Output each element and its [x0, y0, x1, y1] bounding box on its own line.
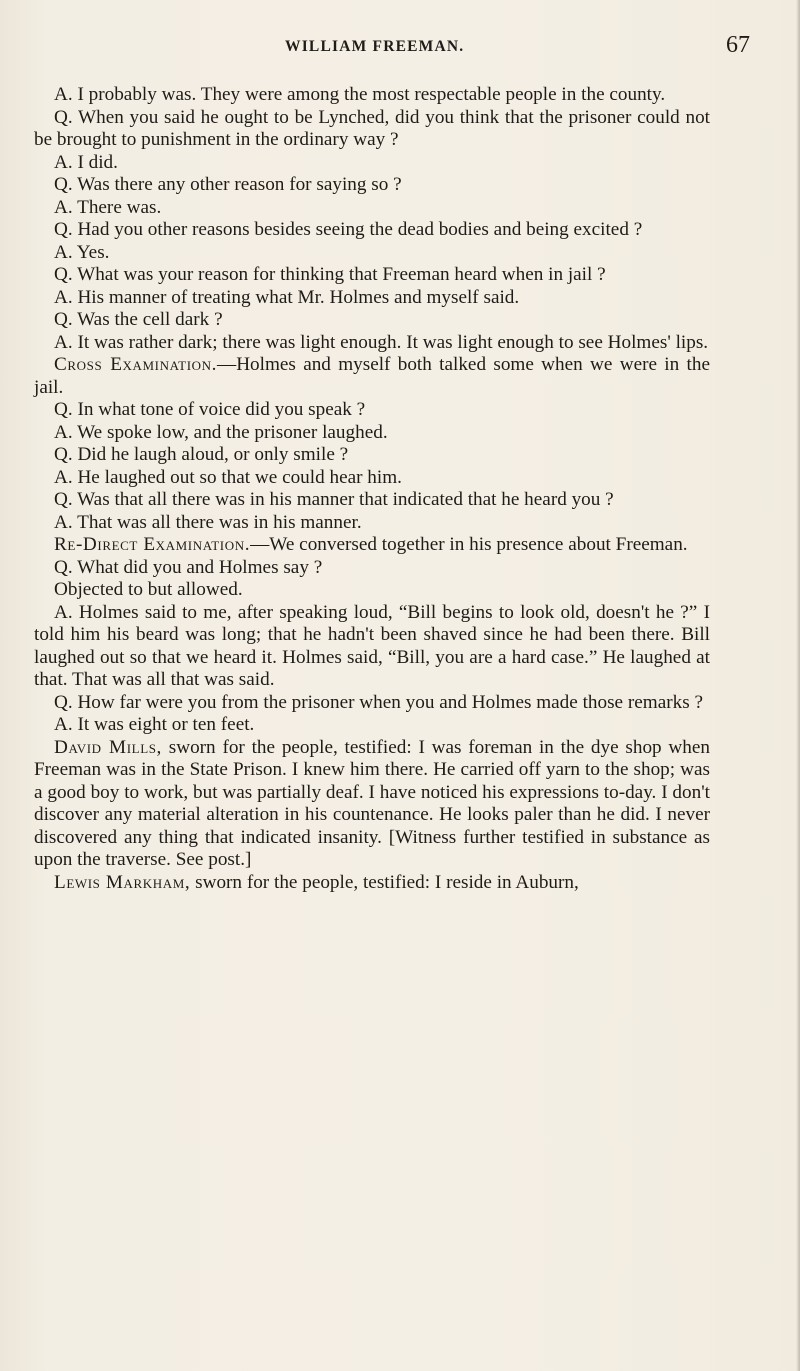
paragraph: [34, 152, 710, 175]
paragraph-text: —Holmes and myself both talked some when we were in the jail.: [34, 354, 710, 398]
paragraph: [34, 714, 710, 737]
paragraph-text: Q. When you said he ought to be Lynched, did you think that the prisoner could not be brought to punishment in the ordinary way ?: [34, 106, 710, 150]
paragraph-text: —We conversed together in his presence about Freeman.: [250, 534, 688, 555]
witness-name-david-mills: David Mills,: [54, 736, 162, 758]
paragraph-text: Q. How far were you from the prisoner when you and Holmes made those remarks ?: [54, 691, 703, 713]
paragraph-text: Q. Did he laugh aloud, or only smile ?: [54, 444, 349, 465]
paragraph-text: A. Holmes said to me, after speaking loud, “Bill begins to look old, doesn't he ?” I told him his beard was long; that he hadn't been shaved since he had been there. Bill laughed out so that we heard it. Holmes said, “Bill, you are a hard case.” He laughed at that. That was all that was said.: [34, 601, 710, 690]
paragraph: [34, 107, 710, 152]
paragraph: [34, 534, 710, 557]
paragraph-text: A. It was rather dark; there was light enough. It was light enough to see Holmes' lips.: [54, 331, 709, 353]
paragraph: [34, 512, 710, 535]
section-heading-re-direct-examination: Re-Direct Examination.: [54, 534, 251, 555]
page-header: [40, 34, 750, 64]
running-head: WILLIAM FREEMAN.: [285, 38, 465, 55]
paragraph-text: A. I did.: [54, 151, 118, 173]
paragraph-text: A. I probably was. They were among the most respectable people in the county.: [54, 84, 666, 105]
paragraph: [34, 872, 710, 895]
page-number: 67: [726, 32, 750, 58]
paragraph: [34, 557, 710, 580]
paragraph: [34, 242, 710, 265]
paragraph: [34, 399, 710, 422]
paragraph: [34, 467, 710, 490]
paragraph: [34, 579, 710, 602]
page-edge-shadow: [796, 0, 800, 1371]
paragraph: [34, 197, 710, 220]
paragraph-text: A. That was all there was in his manner.: [54, 511, 362, 533]
paragraph-text: sworn for the people, testified: I was foreman in the dye shop when Freeman was in the State Prison. I knew him there. He carried off yarn to the shop; was a good boy to work, but was partially deaf. I have noticed his expressions to-day. I don't discover any material alteration in his countenance. He looks paler than he did. I never discovered any thing that indicated insanity. [Witness further testified in substance as upon the traverse. See post.]: [34, 736, 710, 870]
paragraph-text: A. His manner of treating what Mr. Holmes and myself said.: [54, 286, 520, 308]
paragraph-text: A. It was eight or ten feet.: [54, 714, 255, 735]
testimony-text: [34, 84, 710, 894]
paragraph: [34, 489, 710, 512]
paragraph-text: A. He laughed out so that we could hear him.: [54, 466, 402, 488]
paragraph-text: Q. Was the cell dark ?: [54, 309, 223, 330]
paragraph: [34, 692, 710, 715]
paragraph: [34, 444, 710, 467]
paragraph: [34, 737, 710, 872]
section-heading-cross-examination: Cross Examination.: [54, 354, 217, 375]
paragraph: [34, 84, 710, 107]
paragraph: [34, 354, 710, 399]
paragraph-text: Q. What did you and Holmes say ?: [54, 556, 323, 578]
witness-name-lewis-markham: Lewis Markham,: [54, 871, 191, 893]
paragraph-text: A. Yes.: [54, 241, 110, 263]
paragraph-text: Objected to but allowed.: [54, 579, 243, 600]
paragraph-text: Q. Was that all there was in his manner that indicated that he heard you ?: [54, 489, 614, 510]
paragraph-text: Q. Had you other reasons besides seeing the dead bodies and being excited ?: [54, 219, 643, 240]
paragraph: [34, 174, 710, 197]
paragraph-text: A. There was.: [54, 196, 162, 218]
paragraph: [34, 332, 710, 355]
paragraph: [34, 219, 710, 242]
paragraph: [34, 422, 710, 445]
paragraph-text: Q. In what tone of voice did you speak ?: [54, 399, 366, 420]
paragraph: [34, 309, 710, 332]
paragraph-text: A. We spoke low, and the prisoner laughed.: [54, 421, 388, 443]
paragraph: [34, 287, 710, 310]
paragraph-text: Q. What was your reason for thinking that Freeman heard when in jail ?: [54, 264, 606, 285]
paragraph-text: Q. Was there any other reason for saying so ?: [54, 174, 402, 195]
paragraph: [34, 264, 710, 287]
paragraph-text: sworn for the people, testified: I reside in Auburn,: [190, 871, 579, 893]
paragraph: [34, 602, 710, 692]
